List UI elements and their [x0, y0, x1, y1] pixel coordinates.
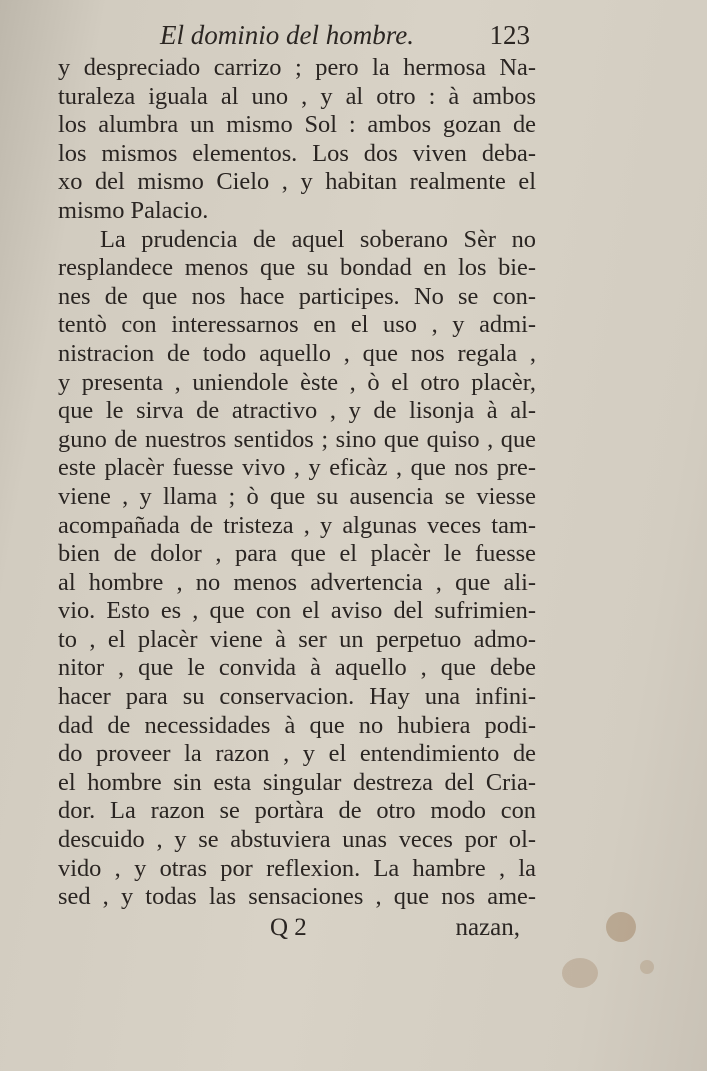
text-line: bien de dolor , para que el placèr le fuesse [58, 540, 536, 568]
text-line: hacer para su conservacion. Hay una infini- [58, 683, 536, 711]
text-line: los mismos elementos. Los dos viven deba- [58, 139, 536, 167]
text-line: los alumbra un mismo Sol : ambos gozan de [58, 111, 536, 139]
text-line: al hombre , no menos advertencia , que ali- [58, 568, 536, 596]
text-line: que le sirva de atractivo , y de lisonja à al- [58, 397, 536, 425]
paper-stain [606, 912, 636, 942]
text-line: guno de nuestros sentidos ; sino que quiso , que [58, 425, 536, 453]
text-line: descuido , y se abstuviera unas veces por ol- [58, 826, 536, 854]
page-footer [270, 914, 520, 946]
text-line: resplandece menos que su bondad en los bie- [58, 254, 536, 282]
paper-stain [640, 960, 654, 974]
page-header [160, 20, 530, 56]
text-line: sed , y todas las sensaciones , que nos ame- [58, 883, 536, 911]
text-line: dad de necessidades à que no hubiera podi- [58, 711, 536, 739]
catchword: nazan, [455, 914, 520, 941]
text-line: el hombre sin esta singular destreza del Cria- [58, 768, 536, 796]
body-text [58, 54, 536, 912]
text-line: turaleza iguala al uno , y al otro : à ambos [58, 82, 536, 110]
text-line: este placèr fuesse vivo , y eficàz , que nos pre- [58, 454, 536, 482]
text-line: y presenta , uniendole èste , ò el otro placèr, [58, 368, 536, 396]
text-line: nistracion de todo aquello , que nos regala , [58, 339, 536, 367]
text-line: nes de que nos hace participes. No se con- [58, 282, 536, 310]
text-line: La prudencia de aquel soberano Sèr no [100, 225, 536, 253]
text-line: nitor , que le convida à aquello , que debe [58, 654, 536, 682]
text-line: to , el placèr viene à ser un perpetuo admo- [58, 625, 536, 653]
text-line: xo del mismo Cielo , y habitan realmente el [58, 168, 536, 196]
signature-mark: Q 2 [270, 914, 307, 941]
text-line: dor. La razon se portàra de otro modo con [58, 797, 536, 825]
text-line: vido , y otras por reflexion. La hambre , la [58, 854, 536, 882]
text-line: tentò con interessarnos en el uso , y admi- [58, 311, 536, 339]
page-number: 123 [489, 20, 530, 50]
text-line: viene , y llama ; ò que su ausencia se viesse [58, 482, 536, 510]
text-line: mismo Palacio. [58, 196, 209, 224]
text-line: vio. Esto es , que con el aviso del sufrimien- [58, 597, 536, 625]
text-line: acompañada de tristeza , y algunas veces tam- [58, 511, 536, 539]
text-line: do proveer la razon , y el entendimiento de [58, 740, 536, 768]
text-line: y despreciado carrizo ; pero la hermosa Na- [58, 54, 536, 81]
paper-stain [562, 958, 598, 988]
running-title: El dominio del hombre. [160, 20, 414, 50]
